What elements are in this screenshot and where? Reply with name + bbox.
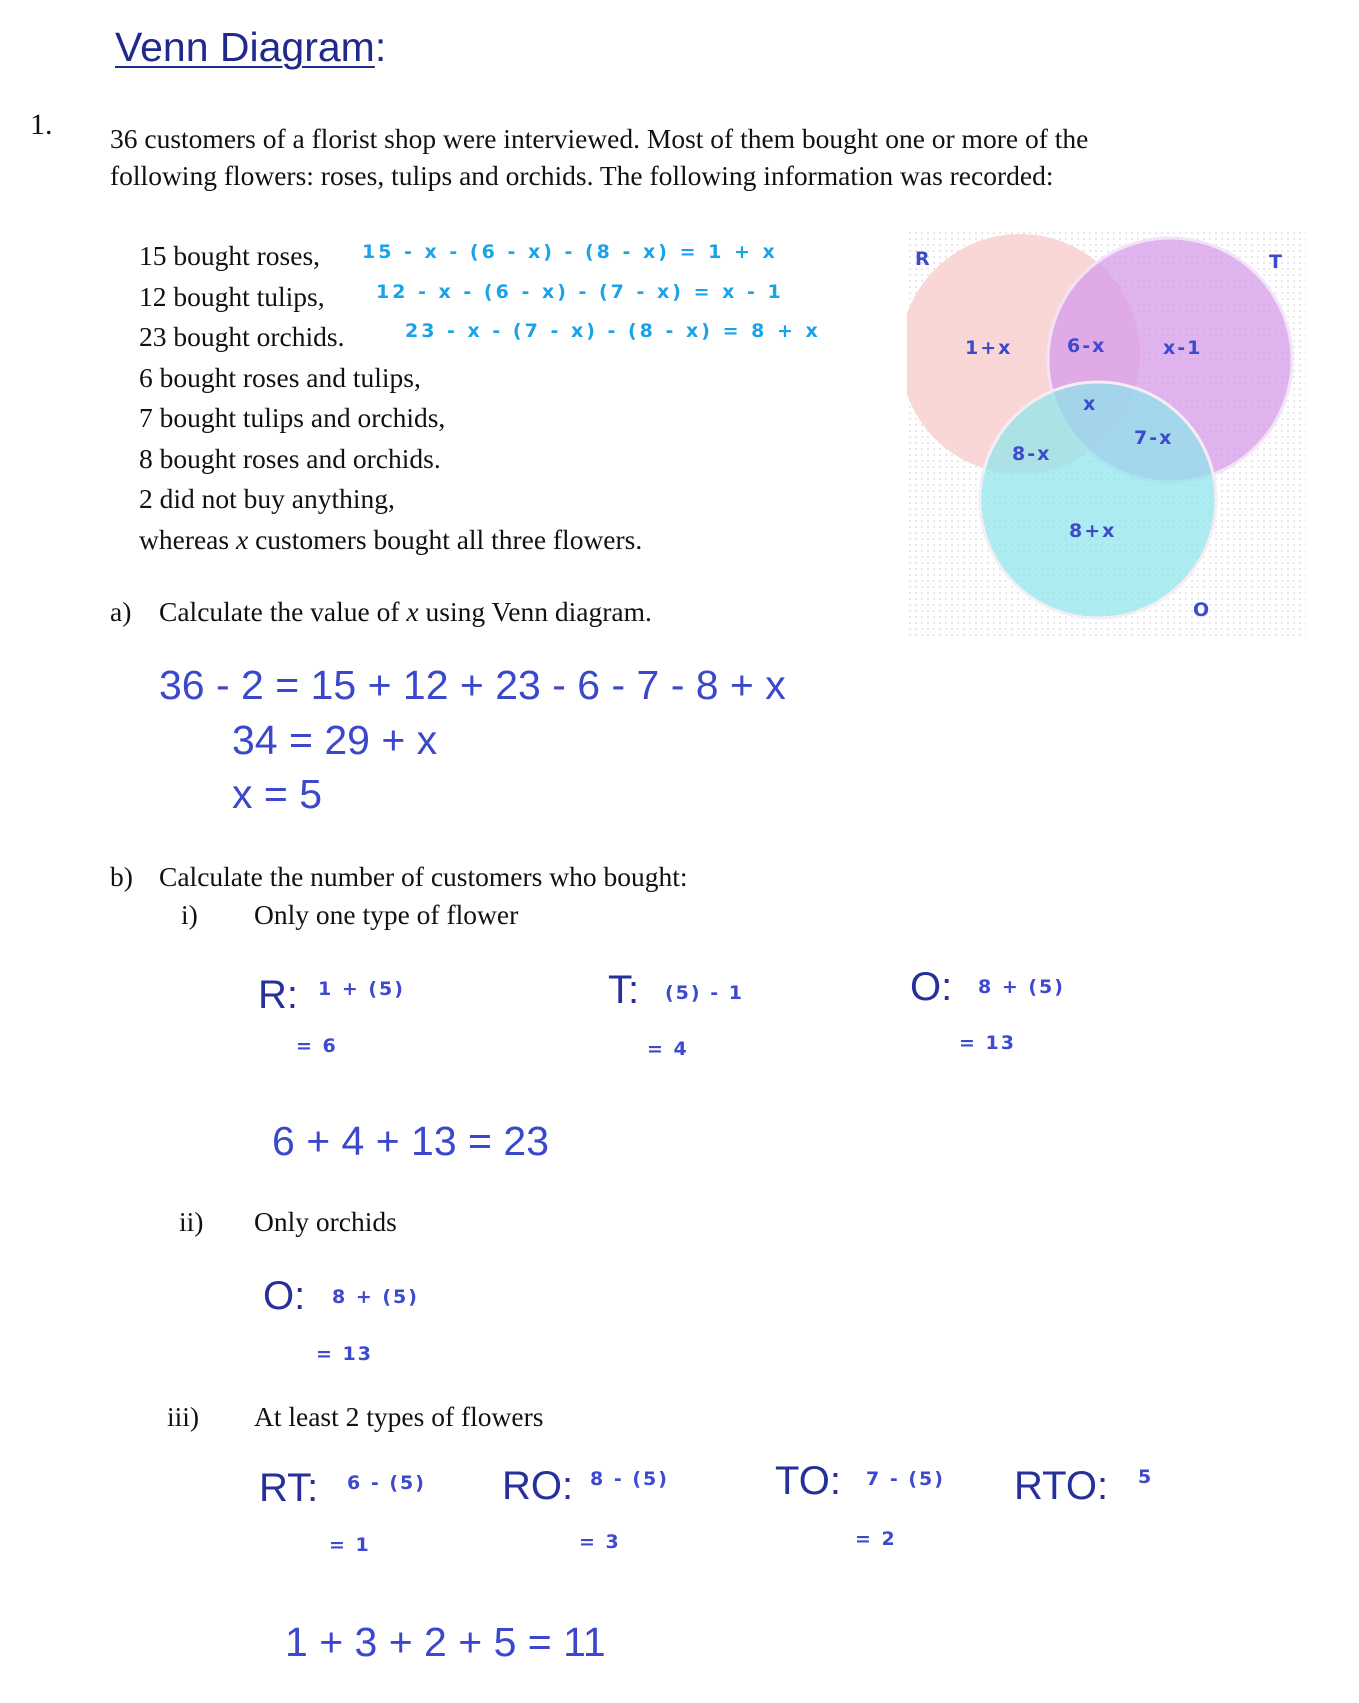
working-line-2: 34 = 29 + x <box>232 717 438 763</box>
only-orchids-label: O: <box>263 1274 306 1318</box>
set-t-label: T: <box>608 968 640 1012</box>
set-o-result: = 13 <box>959 1032 1016 1054</box>
info-item <box>139 398 642 439</box>
paragraph-line: following flowers: roses, tulips and orchids. The following information was recorded: <box>110 160 1054 191</box>
title-text: Venn Diagram <box>115 24 375 70</box>
set-ro-expr: 8 - (5) <box>590 1468 669 1490</box>
part-b-i-label: i) <box>181 899 198 930</box>
venn-diagram <box>907 230 1306 638</box>
set-to-label: TO: <box>775 1459 841 1503</box>
set-t-expr: (5) - 1 <box>665 982 744 1004</box>
paragraph-line: 36 customers of a florist shop were interviewed. Most of them bought one or more of the <box>110 123 1089 154</box>
info-item <box>139 479 642 520</box>
region-o-only: 8+x <box>1069 520 1117 542</box>
set-rto-label: RTO: <box>1014 1464 1109 1508</box>
region-r-only: 1+x <box>965 337 1013 359</box>
set-r-result: = 6 <box>296 1035 338 1057</box>
set-ro-result: = 3 <box>579 1531 621 1553</box>
info-text: whereas <box>139 523 236 555</box>
part-b-iii-prompt: At least 2 types of flowers <box>254 1401 544 1432</box>
only-orchids-result: = 13 <box>316 1343 373 1365</box>
circle-orchids <box>980 382 1216 618</box>
set-ro-label: RO: <box>502 1464 574 1508</box>
only-orchids-expr: 8 + (5) <box>332 1286 419 1308</box>
set-o-expr: 8 + (5) <box>978 976 1065 998</box>
working-line-3: x = 5 <box>232 771 323 817</box>
region-rto: x <box>1083 393 1098 415</box>
annotation-orchids: 23 - x - (7 - x) - (8 - x) = 8 + x <box>405 320 821 342</box>
region-rt: 6-x <box>1067 335 1107 357</box>
region-to: 7-x <box>1134 427 1174 449</box>
info-item <box>139 358 642 399</box>
part-b-prompt: Calculate the number of customers who bought: <box>159 861 688 892</box>
info-text: 8 bought roses and orchids. <box>139 442 441 474</box>
variable-x: x <box>235 523 249 555</box>
info-text: customers bought all three flowers. <box>248 523 643 555</box>
part-b-iii-label: iii) <box>167 1401 200 1432</box>
title-colon: : <box>374 24 387 70</box>
info-text: 15 bought roses, <box>139 240 321 271</box>
part-b-i-prompt: Only one type of flower <box>254 899 519 930</box>
part-a-label: a) <box>110 596 132 627</box>
set-rt-label: RT: <box>259 1466 319 1510</box>
info-text: 2 did not buy anything, <box>139 483 395 514</box>
set-r-label: R: <box>258 973 298 1017</box>
set-rt-expr: 6 - (5) <box>347 1472 426 1494</box>
info-text: 7 bought tulips and orchids, <box>139 402 446 433</box>
annotation-tulips: 12 - x - (6 - x) - (7 - x) = x - 1 <box>376 281 784 303</box>
working-line-1: 36 - 2 = 15 + 12 + 23 - 6 - 7 - 8 + x <box>159 662 786 708</box>
info-text: 12 bought tulips, <box>139 280 325 312</box>
info-text: 6 bought roses and tulips, <box>139 361 421 393</box>
prompt-text: using Venn diagram. <box>418 596 652 627</box>
set-to-expr: 7 - (5) <box>866 1468 945 1490</box>
set-rto-expr: 5 <box>1138 1466 1154 1488</box>
set-to-result: = 2 <box>855 1528 897 1550</box>
region-ro: 8-x <box>1012 443 1052 465</box>
part-a-prompt <box>159 596 652 628</box>
set-o-label: O: <box>910 965 953 1009</box>
set-label-o: O <box>1193 599 1212 621</box>
variable-x: x <box>406 596 419 627</box>
part-b-label: b) <box>110 861 133 892</box>
prompt-text: Calculate the value of <box>159 596 407 627</box>
page-title <box>115 24 386 71</box>
set-label-r: R <box>915 248 932 270</box>
set-r-expr: 1 + (5) <box>318 978 405 1000</box>
part-b-ii-prompt: Only orchids <box>254 1206 397 1237</box>
question-paragraph <box>110 120 1088 194</box>
info-text: 23 bought orchids. <box>139 321 345 352</box>
info-item <box>139 520 642 561</box>
set-t-result: = 4 <box>647 1038 689 1060</box>
part-b-i-total: 6 + 4 + 13 = 23 <box>272 1118 549 1164</box>
part-b-iii-total: 1 + 3 + 2 + 5 = 11 <box>285 1619 606 1665</box>
part-b-ii-label: ii) <box>179 1206 204 1237</box>
set-rt-result: = 1 <box>329 1534 371 1556</box>
question-number: 1. <box>30 108 53 141</box>
set-label-t: T <box>1269 251 1284 273</box>
region-t-only: x-1 <box>1163 337 1203 359</box>
annotation-roses: 15 - x - (6 - x) - (8 - x) = 1 + x <box>362 241 778 263</box>
info-item <box>139 439 642 480</box>
